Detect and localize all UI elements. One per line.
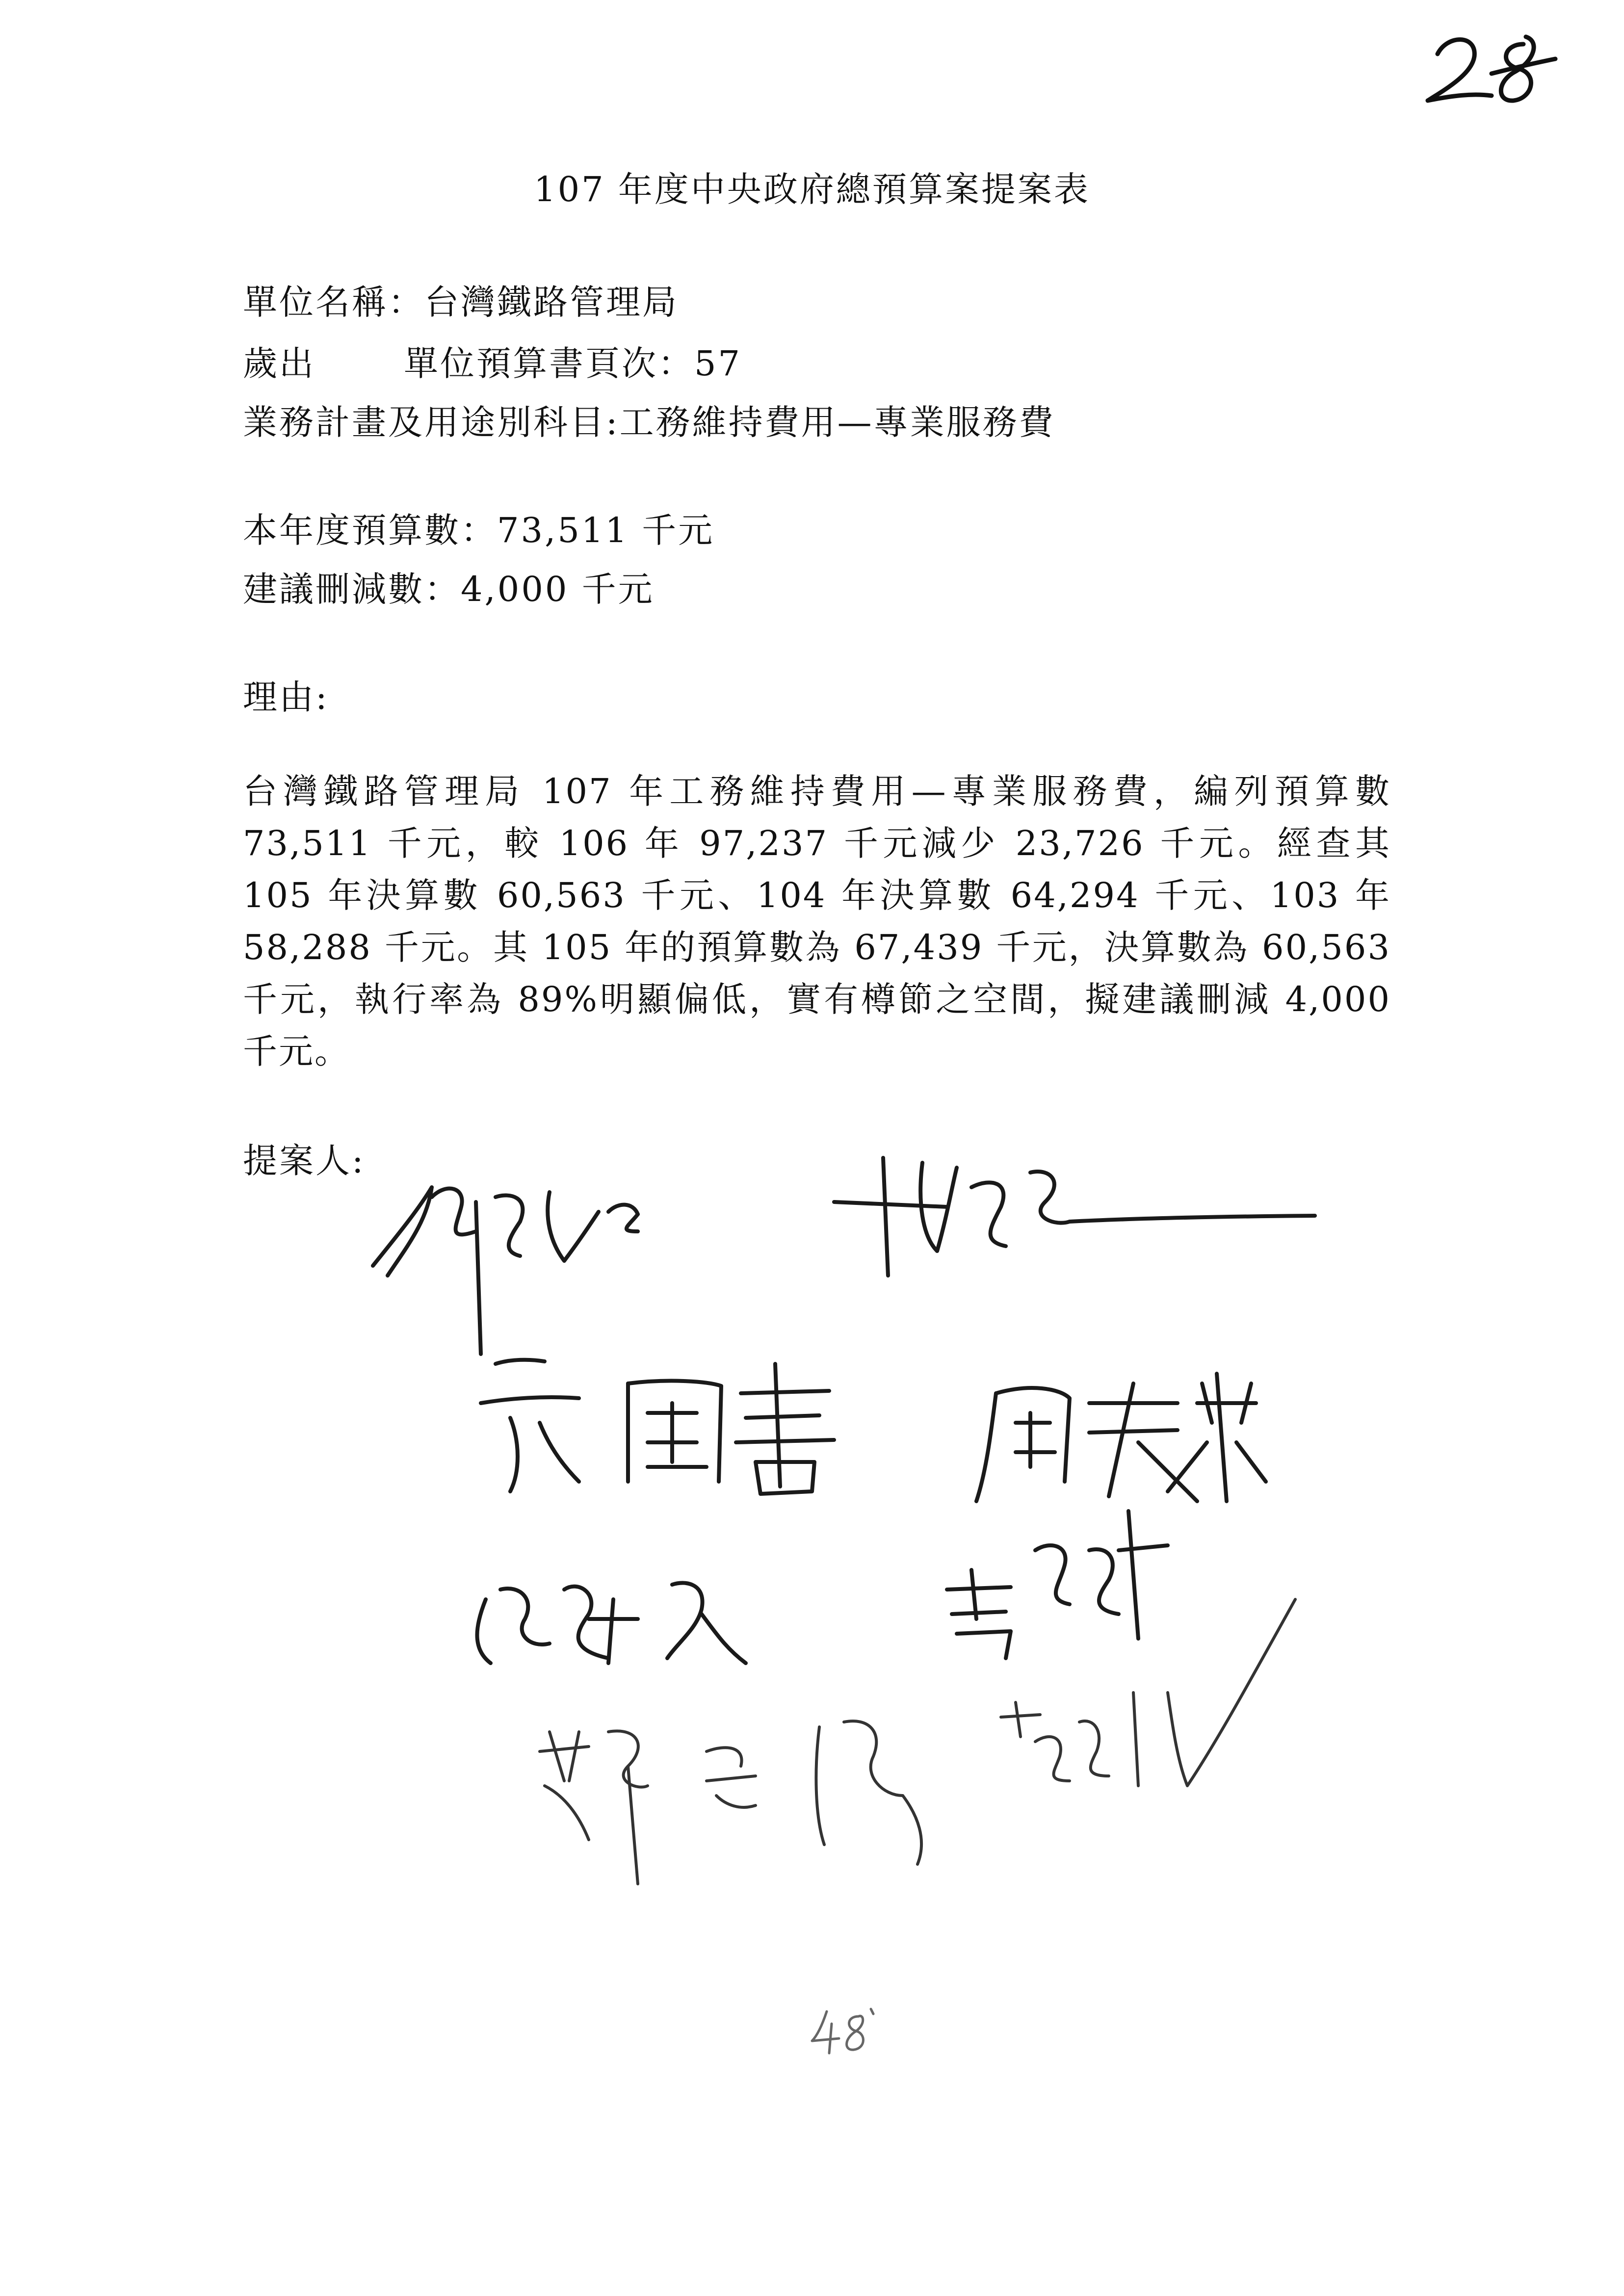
handwritten-page-number-bottom [805, 2002, 883, 2061]
signature-6 [947, 1511, 1168, 1658]
category: 歲出 [243, 343, 315, 384]
category-line [243, 336, 742, 386]
signature-4 [976, 1374, 1266, 1501]
document-title: 107 年度中央政府總預算案提案表 [534, 169, 1090, 209]
proposer-label: 提案人: [243, 1141, 366, 1181]
budget-page: 單位預算書頁次：57 [404, 343, 742, 384]
signature-5 [477, 1583, 746, 1663]
current-budget: 本年度預算數：73,511 千元 [243, 510, 715, 550]
reason-label: 理由: [243, 677, 329, 717]
reason-text: 台灣鐵路管理局 107 年工務維持費用—專業服務費，編列預算數 73,511 千元，較 106 年 97,237 千元減少 23,726 千元。經查其 105 年決算數 60,563 千元、104 年決算數 64,294 千元、103 年 58,288 千元。其 105 年的預算數為 67,439 千元，決算數為 60,563 千元，執行率為 89%明顯偏低，實有樽節之空間，擬建議刪減 4,000 千元。 [243, 771, 1391, 1071]
signature-2 [834, 1158, 1315, 1276]
budget-item: 業務計畫及用途別科目:工務維持費用—專業服務費 [243, 402, 1055, 443]
signature-8 [1001, 1599, 1295, 1786]
proposed-cut: 建議刪減數：4,000 千元 [243, 569, 655, 609]
signatures-image [334, 1128, 1364, 1962]
unit-name: 單位名稱：台灣鐵路管理局 [243, 282, 679, 322]
signature-1 [373, 1187, 638, 1354]
handwritten-page-number-top [1418, 15, 1565, 113]
signature-3 [481, 1360, 834, 1494]
signature-7 [540, 1721, 921, 1884]
